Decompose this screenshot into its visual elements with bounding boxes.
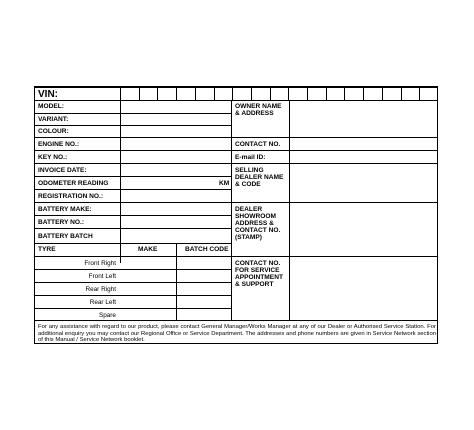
engine-no-label: ENGINE NO.: xyxy=(38,141,80,148)
vin-box-divider xyxy=(326,86,327,100)
vin-box-divider xyxy=(401,86,402,100)
vin-box-divider xyxy=(120,86,121,100)
assistance-note: For any assistance with regard to our product, please contact General Manager/Works Manager at any of our Dealer or Authorised Service Station. For additional enquiry you may contact our Regional Office or Service Department. The addresses and phone numbers are given in Service Network section of this Manual / Service Network booklet. xyxy=(38,324,436,344)
battery-batch-label: BATTERY BATCH xyxy=(38,233,93,240)
vin-row-bottom xyxy=(34,100,438,101)
dealer-showroom-label: DEALER SHOWROOM ADDRESS & CONTACT NO. (STAMP) xyxy=(235,206,281,241)
colour-label: COLOUR: xyxy=(38,128,69,135)
registration-no-label: REGISTRATION NO.: xyxy=(38,193,104,200)
vin-box-divider xyxy=(139,86,140,100)
vin-box-divider xyxy=(344,86,345,100)
vin-box-divider xyxy=(288,86,289,100)
vin-box-divider xyxy=(176,86,177,100)
form-right-border xyxy=(437,86,438,344)
tyre-row-front-left: Front Left xyxy=(88,273,116,280)
contact-no-label: CONTACT NO. xyxy=(235,141,281,148)
key-no-label: KEY NO.: xyxy=(38,154,68,161)
vin-box-divider xyxy=(307,86,308,100)
owner-name-address-label: OWNER NAME & ADDRESS xyxy=(235,103,282,117)
form-top-border xyxy=(34,86,438,88)
vin-box-divider xyxy=(232,86,233,100)
batch-code-header: BATCH CODE xyxy=(185,246,229,253)
right-label-divider xyxy=(289,100,290,320)
vin-box-divider xyxy=(251,86,252,100)
table-bottom-line xyxy=(34,320,438,321)
selling-dealer-label: SELLING DEALER NAME & CODE xyxy=(235,167,284,188)
vin-label: VIN: xyxy=(38,89,58,100)
vin-box-divider xyxy=(195,86,196,100)
invoice-date-label: INVOICE DATE: xyxy=(38,167,87,174)
email-label: E-mail ID: xyxy=(235,154,266,161)
tyre-row-rear-right: Rear Right xyxy=(85,286,116,293)
odometer-unit: KM xyxy=(219,180,230,187)
tyre-row-rear-left: Rear Left xyxy=(89,299,116,306)
service-contact-label: CONTACT NO. FOR SERVICE APPOINTMENT & SUPPORT xyxy=(235,260,283,288)
vin-box-divider xyxy=(419,86,420,100)
make-header: MAKE xyxy=(138,246,158,253)
tyre-header: TYRE xyxy=(38,246,56,253)
center-divider xyxy=(231,100,232,320)
vin-box-divider xyxy=(157,86,158,100)
tyre-row-front-right: Front Right xyxy=(84,260,116,267)
battery-no-label: BATTERY NO.: xyxy=(38,219,85,226)
vin-box-divider xyxy=(214,86,215,100)
vehicle-record-form xyxy=(34,86,438,344)
odometer-label: ODOMETER READING xyxy=(38,180,109,187)
vin-box-divider xyxy=(270,86,271,100)
vin-box-divider xyxy=(363,86,364,100)
tyre-row-spare: Spare xyxy=(98,312,116,319)
tyre-make-divider xyxy=(176,243,177,320)
variant-label: VARIANT: xyxy=(38,116,69,123)
vin-box-divider xyxy=(382,86,383,100)
battery-make-label: BATTERY MAKE: xyxy=(38,206,92,213)
model-label: MODEL: xyxy=(38,103,65,110)
